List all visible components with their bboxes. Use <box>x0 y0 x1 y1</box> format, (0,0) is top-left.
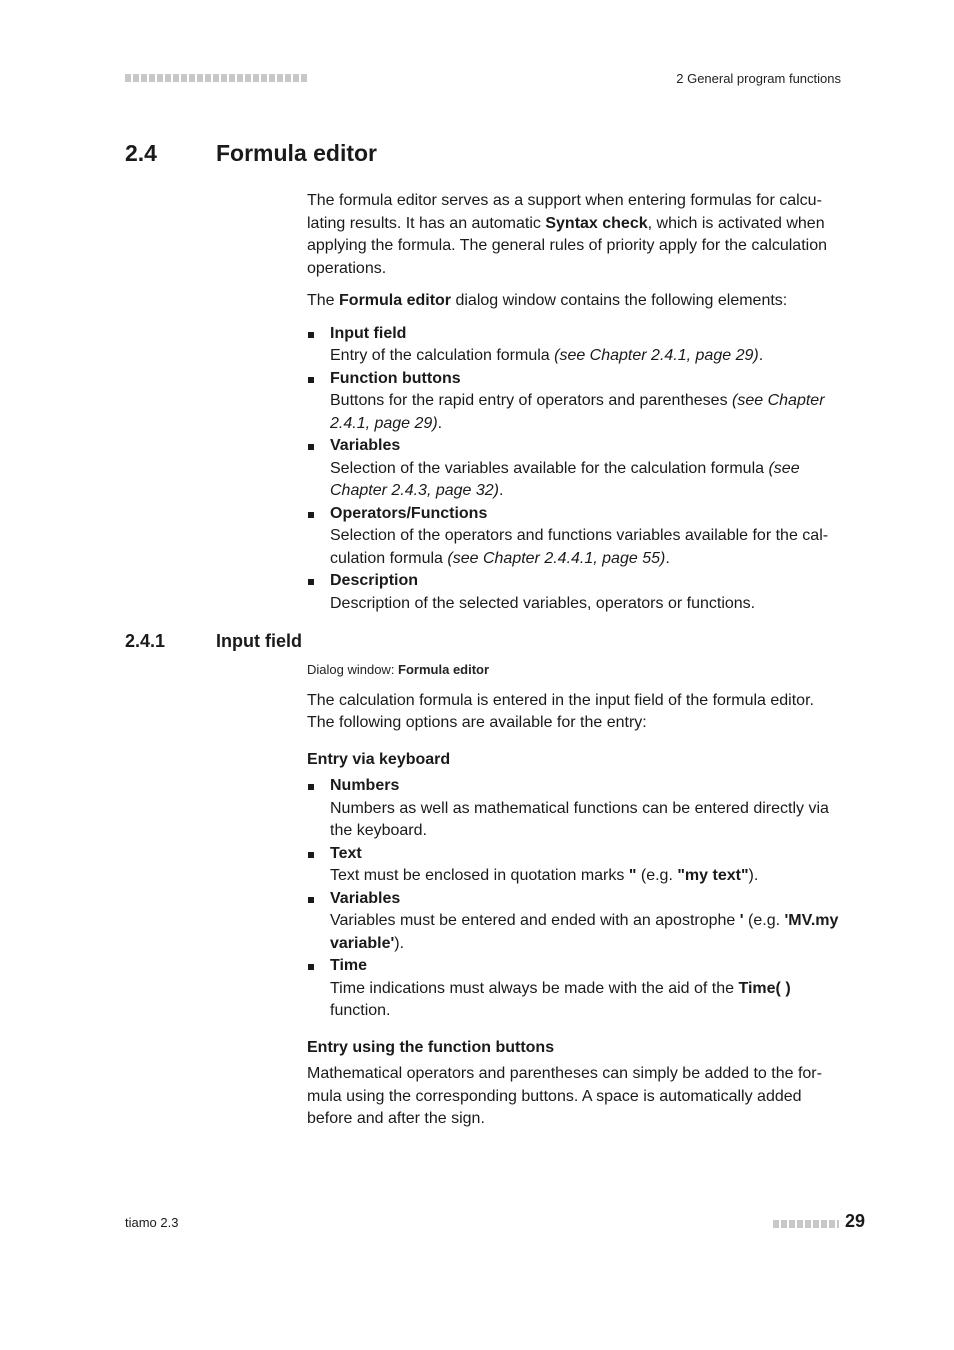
page-number: 29 <box>845 1211 866 1231</box>
list-item: Time Time indications must always be made with the aid of the Time( ) function. <box>307 955 841 1023</box>
subsection-number: 2.4.1 <box>125 631 166 651</box>
input-intro: The calculation formula is entered in the input field of the formula editor. The following options are available for the entry: <box>307 691 814 731</box>
list-item: Variables Variables must be entered and ended with an apostrophe ' (e.g. 'MV.my variable'). <box>307 888 841 956</box>
cross-reference-link[interactable]: (see Chapter 2.4.1, page 29) <box>554 347 759 364</box>
keyboard-heading: Entry via keyboard <box>307 750 451 768</box>
footer-decoration <box>773 1220 839 1228</box>
section-number: 2.4 <box>125 140 157 166</box>
subsection-title: Input field <box>216 631 302 651</box>
dialog-window-reference: Dialog window: Formula editor <box>307 662 490 677</box>
cross-reference-link[interactable]: (see Chapter 2.4.3, page 32) <box>330 459 800 499</box>
list-item: Operators/Functions Selection of the operators and functions variables available for the cal-culation formula (see Chapter 2.4.4.1, page 55). <box>307 503 841 571</box>
running-header: 2 General program functions <box>676 71 841 86</box>
function-buttons-paragraph: Mathematical operators and parentheses can simply be added to the for-mula using the corresponding buttons. A space is automatically added before and after the sign. <box>307 1065 822 1127</box>
list-item: Input field Entry of the calculation formula (see Chapter 2.4.1, page 29). <box>307 323 841 368</box>
keyboard-list <box>307 775 841 1023</box>
list-item: Function buttons Buttons for the rapid entry of operators and parentheses (see Chapter 2.4.1, page 29). <box>307 368 841 436</box>
intro-block <box>307 190 841 615</box>
list-item: Text Text must be enclosed in quotation marks " (e.g. "my text"). <box>307 843 841 888</box>
list-item: Variables Selection of the variables available for the calculation formula (see Chapter 2.4.3, page 32). <box>307 435 841 503</box>
intro-paragraph: The formula editor serves as a support when entering formulas for calcu-lating results. It has an automatic Syntax check, which is activated when applying the formula. The general rules of priority apply for the calculation operations. <box>307 192 827 277</box>
list-item: Numbers Numbers as well as mathematical functions can be entered directly via the keyboard. <box>307 775 841 843</box>
list-item: Description Description of the selected variables, operators or functions. <box>307 570 841 615</box>
cross-reference-link[interactable]: (see Chapter 2.4.4.1, page 55) <box>447 549 666 567</box>
header-decoration <box>125 74 307 82</box>
function-buttons-heading: Entry using the function buttons <box>307 1038 555 1056</box>
footer-product: tiamo 2.3 <box>125 1215 179 1230</box>
cross-reference-link[interactable]: (see Chapter 2.4.1, page 29) <box>330 392 825 432</box>
input-field-block <box>307 659 841 1131</box>
section-title: Formula editor <box>216 140 378 166</box>
elements-intro: The Formula editor dialog window contains the following elements: <box>307 292 788 309</box>
elements-list <box>307 323 841 616</box>
